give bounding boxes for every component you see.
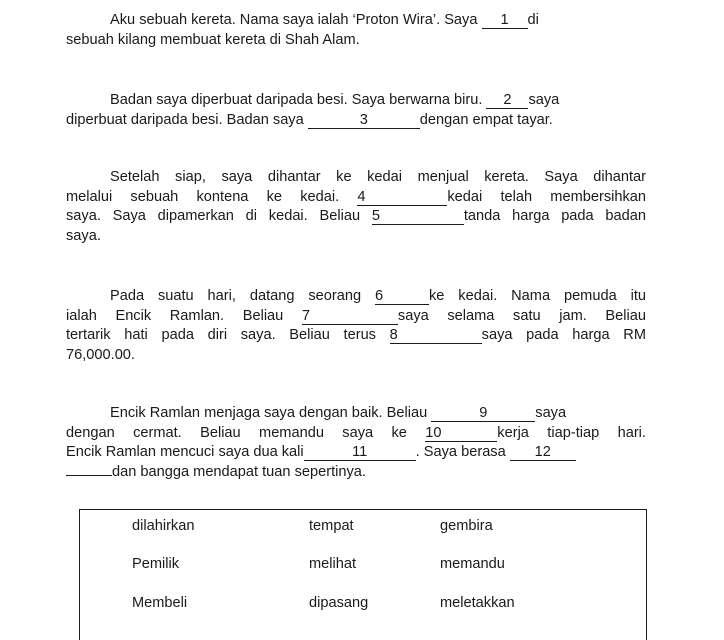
- paragraph-5: [66, 404, 646, 482]
- paragraph-line: Aku sebuah kereta. Nama saya ialah ‘Proton Wira’. Saya 1 di: [110, 12, 539, 28]
- word-option: Pemilik: [132, 556, 180, 572]
- paragraph-line: ialah Encik Ramlan. Beliau 7 saya selama satu jam. Beliau: [66, 307, 646, 324]
- paragraph-line: Pada suatu hari, datang seorang 6 ke kedai. Nama pemuda itu: [110, 288, 646, 304]
- answer-blank-3[interactable]: 3: [308, 113, 420, 129]
- paragraph-line: melalui sebuah kontena ke kedai. 4 kedai telah membersihkan: [66, 188, 646, 205]
- paragraph-4: [66, 287, 646, 365]
- paragraph-line: Setelah siap, saya dihantar ke kedai menjual kereta. Saya dihantar: [110, 169, 646, 185]
- word-option: gembira: [440, 518, 493, 534]
- answer-blank-11[interactable]: 11: [304, 445, 416, 461]
- paragraph-line: dan bangga mendapat tuan sepertinya.: [66, 463, 646, 483]
- answer-blank-5[interactable]: 5: [372, 209, 464, 225]
- word-option: Membeli: [132, 595, 188, 611]
- word-option: memandu: [440, 556, 505, 572]
- answer-blank-12-continued: [66, 475, 112, 476]
- paragraph-line: tertarik hati pada diri saya. Beliau terus 8 saya pada harga RM: [66, 327, 646, 343]
- paragraph-line: sebuah kilang membuat kereta di Shah Alam.: [66, 31, 360, 48]
- word-option: meletakkan: [440, 595, 515, 611]
- answer-blank-10[interactable]: 10: [425, 426, 497, 442]
- answer-blank-4[interactable]: 4: [357, 190, 447, 206]
- paragraph-3: [66, 168, 646, 246]
- answer-blank-2[interactable]: 2: [486, 93, 528, 109]
- paragraph-line: Encik Ramlan menjaga saya dengan baik. Beliau 9 saya: [110, 405, 567, 421]
- answer-blank-12[interactable]: 12: [510, 445, 576, 461]
- paragraph-line: Encik Ramlan mencuci saya dua kali 11 . Saya berasa 12: [66, 443, 646, 463]
- paragraph-2: [66, 91, 646, 130]
- paragraph-line: Badan saya diperbuat daripada besi. Saya berwarna biru. 2 saya: [110, 92, 560, 108]
- answer-blank-9[interactable]: 9: [431, 406, 535, 422]
- answer-blank-1[interactable]: 1: [482, 13, 528, 29]
- word-option: dilahirkan: [132, 518, 195, 534]
- paragraph-1: [66, 11, 646, 50]
- word-option: tempat: [309, 518, 354, 534]
- word-option: melihat: [309, 556, 357, 572]
- answer-blank-8[interactable]: 8: [390, 328, 482, 344]
- paragraph-line: saya. Saya dipamerkan di kedai. Beliau 5 tanda harga pada badan: [66, 208, 646, 224]
- paragraph-line: dengan cermat. Beliau memandu saya ke 10 kerja tiap-tiap hari.: [66, 424, 646, 441]
- paragraph-line: 76,000.00.: [66, 346, 135, 363]
- paragraph-line: diperbuat daripada besi. Badan saya 3 dengan empat tayar.: [66, 111, 553, 128]
- paragraph-line: saya.: [66, 227, 101, 244]
- answer-blank-6[interactable]: 6: [375, 289, 429, 305]
- answer-blank-7[interactable]: 7: [302, 309, 398, 325]
- word-box: [79, 509, 647, 640]
- word-option: dipasang: [309, 595, 369, 611]
